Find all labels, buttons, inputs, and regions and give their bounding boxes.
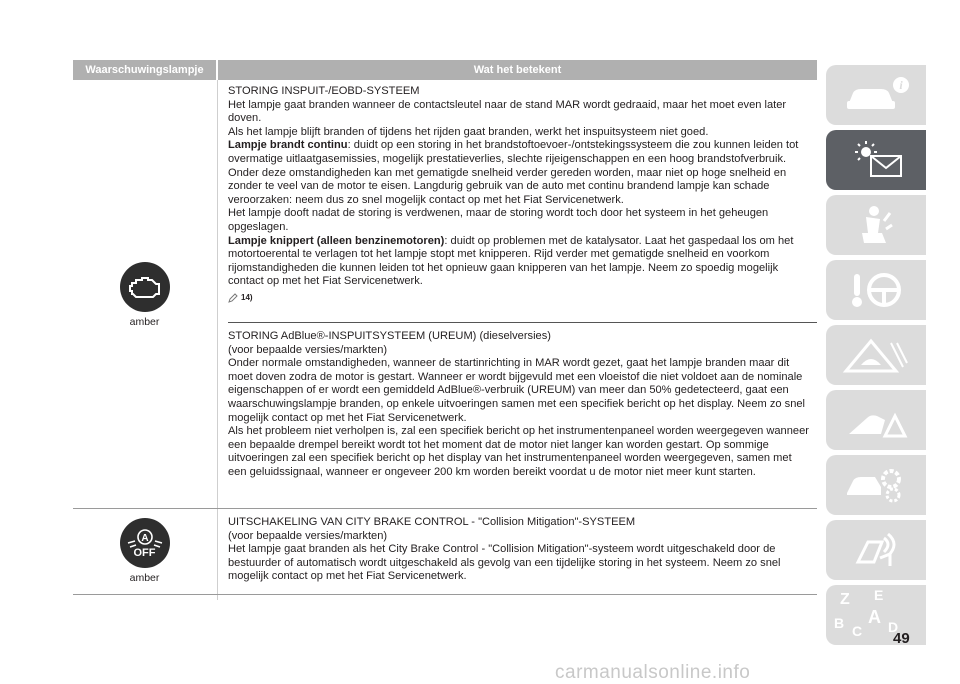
road-warning-icon	[841, 333, 911, 377]
lamp-color-label: amber	[129, 316, 160, 328]
paragraph: Onder normale omstandigheden, wanneer de startinrichting in MAR wordt gezet, gaat het lampje branden maar dit moet doven zodra de motor is gestart. Wanneer er wordt bijgevuld met een vloeistof die niet voldoet aan de nominale eigenschappen of er wordt een gemiddeld AdBlue®-verbruik (UREUM) van meer dan 50% gedetecteerd, gaat een waarschuwingslampje branden, op enkele uitvoeringen samen met een specifiek bericht op het display. Neem zo snel mogelijk contact op met het Fiat Servicenetwerk.	[228, 357, 805, 424]
tab-multimedia[interactable]	[826, 520, 926, 580]
paragraph	[228, 235, 813, 289]
row-separator	[73, 508, 817, 509]
tab-index[interactable]	[826, 585, 926, 645]
paragraph: Als het probleem niet verholpen is, zal een specifiek bericht op het instrumentenpaneel worden weergegeven wanneer een bepaalde drempel bereikt wordt tot het moment dat de motor niet langer kan worden gestart. Op sommige uitvoeringen zal een specifiek bericht op het display van het instrumentenpaneel worden weergegeven, samen met een geluidssignaal, wanneer er ongeveer 200 km worden bereikt voordat u de motor niet meer kunt starten.	[228, 425, 809, 478]
lamp-color-label: amber	[129, 572, 160, 584]
header-meaning: Wat het betekent	[218, 60, 817, 80]
index-letter: D	[888, 619, 899, 635]
bold-heading: Lampje brandt continu	[228, 139, 348, 152]
paragraph-text: : duidt op problemen met de katalysator. Laat het gaspedaal los om het motortoerental te verlagen tot het lampje stopt met knipperen. Rijd verder met gematigde snelheid en voorkom rijomstandigheden die kunnen leiden tot het opnieuw gaan knipperen van het lampje. Neem zo spoedig mogelijk contact op met het Fiat Servicenetwerk.	[228, 234, 794, 288]
svg-text:i: i	[899, 78, 903, 92]
car-info-icon	[841, 75, 911, 115]
paragraph: Het lampje gaat branden wanneer de contactsleutel naar de stand MAR wordt gedraaid, maar het moet even later doven.	[228, 98, 787, 125]
column-divider	[217, 80, 218, 600]
index-letter: B	[834, 615, 845, 631]
paragraph: Het lampje gaat branden als het City Brake Control - "Collision Mitigation"-systeem wordt uitgeschakeld door de bestuurder of automatisch wordt uitgeschakeld als gevolg van een tijdelijke storing in het systeem. Neem zo snel mogelijk contact op met het Fiat Servicenetwerk.	[228, 543, 781, 583]
seat-airbag-icon	[846, 203, 906, 247]
row-title: UITSCHAKELING VAN CITY BRAKE CONTROL - "Collision Mitigation"-SYSTEEM	[228, 516, 636, 528]
paragraph: Het lampje dooft nadat de storing is verdwenen, maar de storing wordt toch door het systeem in het geheugen opgeslagen.	[228, 207, 769, 233]
paragraph-text: : duidt op een storing in het brandstoftoevoer-/ontstekingssysteem die zou kunnen leiden tot overmatige uitlaatgasemissies, mogelijk prestatieverlies, slechte rijeigenschappen en een hoog brandstofverbruik. Onder deze omstandigheden kan met gematigde snelheid verder gereden worden, maar niet op hoge snelheid en zonder te veel van de motor te eisen. Langdurig gebruik van de auto met continu brandend lampje kan schade veroorzaken: neem dus zo snel mogelijk contact op met het Fiat Servicenetwerk.	[228, 139, 799, 206]
tab-emergency[interactable]	[826, 390, 926, 450]
bold-heading: Lampje knippert (alleen benzinemotoren)	[228, 234, 445, 247]
index-letter: E	[874, 587, 884, 603]
pencil-warning-icon	[228, 293, 238, 303]
page-number: 49	[893, 630, 910, 647]
adblue-description	[228, 330, 813, 480]
paragraph: (voor bepaalde versies/markten)	[228, 343, 388, 356]
car-multimedia-icon	[846, 528, 906, 572]
paragraph: Als het lampje blijft branden of tijdens het rijden gaat branden, werkt het inspuitsysteem niet goed.	[228, 125, 709, 138]
index-letter: C	[852, 623, 863, 639]
breakdown-triangle-icon	[841, 398, 911, 442]
collision-mitigation-description	[228, 516, 813, 584]
paragraph: (voor bepaalde versies/markten)	[228, 529, 388, 542]
chapter-tabs	[826, 65, 929, 650]
tab-car-info[interactable]	[826, 65, 926, 125]
paragraph	[228, 139, 813, 207]
reference-number: 14)	[241, 292, 253, 302]
tab-starting-driving[interactable]	[826, 260, 926, 320]
off-label: OFF	[133, 546, 156, 559]
collision-mitigation-off-icon	[120, 518, 170, 568]
svg-text:A: A	[140, 532, 149, 544]
index-letter: A	[868, 607, 881, 627]
row-title: STORING INSPUIT-/EOBD-SYSTEEM	[228, 85, 420, 97]
watermark: carmanualsonline.info	[555, 662, 751, 683]
engine-check-icon	[120, 262, 170, 312]
warning-reference[interactable]	[228, 291, 813, 305]
collision-lamp-cell	[73, 518, 216, 584]
key-steering-wheel-icon	[846, 268, 906, 312]
index-letter: Z	[840, 591, 850, 608]
tab-safety[interactable]	[826, 195, 926, 255]
warning-light-message-icon	[841, 138, 911, 182]
tab-warning-messages[interactable]	[826, 325, 926, 385]
header-warning-lamp: Waarschuwingslampje	[73, 60, 216, 80]
tab-maintenance[interactable]	[826, 455, 926, 515]
engine-lamp-cell	[73, 262, 216, 328]
maintenance-gears-icon	[841, 463, 911, 507]
tab-warning-lights[interactable]	[826, 130, 926, 190]
row-title: STORING AdBlue®-INSPUITSYSTEEM (UREUM) (dieselversies)	[228, 330, 551, 342]
row-separator	[228, 322, 817, 323]
engine-lamp-description	[228, 85, 813, 305]
table-bottom-border	[73, 594, 817, 595]
